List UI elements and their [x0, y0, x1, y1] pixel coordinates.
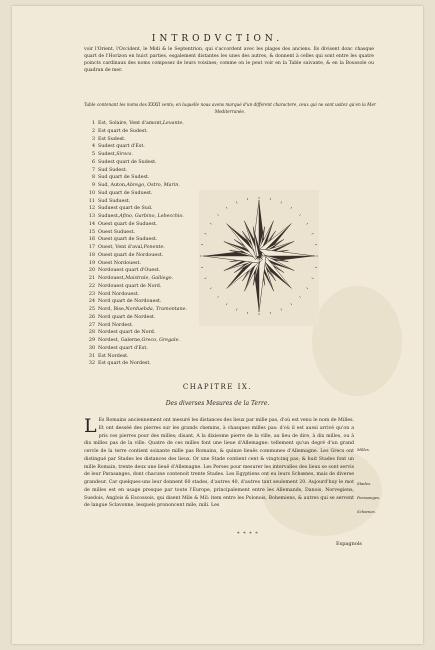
- wind-number: 7: [91, 167, 95, 173]
- wind-number: 12: [88, 206, 95, 212]
- wind-list-item: [82, 353, 232, 361]
- chapter-body-text: Es Romains anciennement ont mesuré les distances des lieux par mille pas, d'où est venu le nom de Milles. Et ont desséé des pierres sur les grands chemins, à chasques milles pas: d'où il est aussi arrivé qu'on a pris ces pierres pour des milles; disant, A la dixiesme pierre de la ville, au lieu de dire, à dix milles, ou à dix milles pas de la ville. Quatre de ces milles font une lieue d'Allemagne: tellement qu'un degré d'un grand cercle de la terre contient soixante mille pas Romains, & quinze lieuës communes d'Allemagne. Les Grecs ont distingué par Stades les distances des lieux. Or une Stade contient cent & vingtcinq pas; & huit Stades font un mille Romain, trente deux une lieuë d'Allemagne. Les Perses pour mesurer les intervalles des lieux se sont servis de leur Parasanges, dont chacune contenoit trente Stades. Les Egyptiens ont eu leurs Schœnes, mais de diverse grandeur. Car quelques-uns leur donnent 60 stades, d'autres 40, d'autres tant seulement 20. Aujourd'huy le mot de milles est en usage presque par toute l'Europe, principalement entre les Allemands, Danois, Norvegiens, Suedois, Anglois & Escossois, qui disent Mile & Mil: item entre les Polonois, Bohemiens, & autres qui se servent de langue Sclavonne, lesquels prononcent mile, mili. Les: [84, 418, 354, 509]
- wind-name: Sud quart de Suduest.: [98, 190, 153, 196]
- wind-number: 11: [88, 198, 95, 204]
- wind-list-item: [82, 151, 232, 159]
- wind-name: Est Nordest.: [98, 353, 129, 359]
- wind-mediterranean-name: Maistrale, Galliego.: [125, 276, 173, 281]
- wind-name: Nord Nordouest.: [98, 291, 140, 297]
- wind-mediterranean-name: Afino, Garbino, Lebecchio.: [119, 214, 184, 219]
- paper-stain: [312, 286, 402, 396]
- wind-number: 26: [88, 314, 95, 320]
- wind-name: Nord Nordest.: [98, 322, 134, 328]
- wind-name: Ouest quart de Nordouest.: [98, 252, 164, 258]
- wind-name: Ouest quart de Suduest.: [98, 237, 158, 243]
- wind-name: Sudest,: [98, 152, 117, 157]
- wind-number: 19: [88, 260, 95, 266]
- wind-number: 3: [91, 136, 95, 142]
- wind-number: 15: [88, 229, 95, 235]
- wind-list-item: [82, 337, 232, 345]
- wind-mediterranean-name: Norduebda, Tramontane.: [125, 307, 187, 312]
- wind-number: 18: [88, 252, 95, 258]
- wind-list-item: [82, 143, 232, 151]
- margin-note: Stades.: [357, 481, 372, 486]
- wind-table-title: Table contenant les noms des XXXII vents; en laquelle nous avons marqué d'un different charactere, ceux qui ne sont usitez qu'en la Mer Mediterranée.: [84, 102, 376, 114]
- wind-number: 2: [91, 128, 95, 134]
- wind-name: Ouest quart de Suduest.: [98, 221, 158, 227]
- wind-mediterranean-name: Ponente.: [143, 245, 165, 250]
- wind-name: Nord quart de Nordouest.: [98, 299, 162, 305]
- wind-number: 22: [88, 283, 95, 289]
- wind-number: 29: [88, 338, 95, 343]
- wind-list-item: [82, 167, 232, 175]
- wind-number: 1: [91, 121, 95, 126]
- wind-name: Est, Solaire, Vent d'amont,: [98, 121, 163, 126]
- wind-list-item: [82, 159, 232, 167]
- wind-list-item: [82, 360, 232, 368]
- margin-note: Parasanges.: [357, 495, 381, 500]
- compass-point: [259, 249, 315, 256]
- wind-list-item: [82, 120, 232, 128]
- wind-number: 10: [88, 190, 95, 196]
- drop-cap: L: [84, 415, 97, 437]
- wind-name: Nordest quart de Nord.: [98, 330, 156, 336]
- wind-list-item: [82, 128, 232, 136]
- wind-name: Sud Suduest.: [98, 198, 131, 204]
- wind-name: Est quart de Nordest.: [98, 361, 151, 367]
- wind-name: Est Sudest.: [98, 136, 126, 142]
- compass-point: [203, 256, 259, 263]
- wind-number: 17: [88, 245, 95, 250]
- wind-name: Est quart de Sudest.: [98, 128, 148, 134]
- catchword: Espagnols: [336, 541, 362, 547]
- wind-number: 30: [88, 345, 95, 351]
- wind-number: 25: [88, 307, 95, 312]
- chapter-subtitle: Des diverses Mesures de la Terre.: [165, 400, 270, 407]
- wind-number: 23: [88, 291, 95, 297]
- wind-name: Nordouest quart d'Ouest.: [98, 268, 161, 274]
- wind-number: 8: [91, 175, 95, 181]
- wind-number: 13: [88, 214, 95, 219]
- wind-name: Ouest, Vent d'aval,: [98, 245, 144, 250]
- wind-name: Sud quart de Sudest.: [98, 175, 150, 181]
- wind-number: 31: [88, 353, 95, 359]
- margin-note: Schœnes.: [357, 509, 376, 514]
- wind-number: 21: [88, 276, 95, 281]
- intro-paragraph: [84, 46, 374, 74]
- wind-number: 14: [88, 221, 95, 227]
- wind-name: Sud Sudest.: [98, 167, 128, 173]
- compass-point: [259, 256, 266, 312]
- wind-mediterranean-name: Levante.: [162, 121, 184, 126]
- wind-name: Ouest Nordouest.: [98, 260, 141, 266]
- wind-mediterranean-name: Abrego, Ostro, Marin.: [126, 183, 180, 188]
- wind-name: Suduest,: [98, 214, 120, 219]
- wind-list-item: [82, 329, 232, 337]
- wind-name: Nordouest quart de Nord.: [98, 283, 162, 289]
- wind-list-item: [82, 174, 232, 182]
- compass-rose-figure: [199, 190, 319, 326]
- wind-number: 27: [88, 322, 95, 328]
- compass-rose-icon: [199, 190, 319, 326]
- wind-list-item: [82, 136, 232, 144]
- wind-number: 5: [91, 152, 95, 157]
- wind-list-item: [82, 345, 232, 353]
- wind-name: Nordest quart d'Est.: [98, 345, 148, 351]
- wind-number: 28: [88, 330, 95, 336]
- wind-number: 24: [88, 299, 95, 305]
- wind-name: Ouest Suduest.: [98, 229, 136, 235]
- wind-name: Sudest quart d'Est.: [98, 144, 145, 150]
- wind-name: Nord quart de Nordest.: [98, 314, 156, 320]
- wind-name: Nordouest,: [98, 276, 126, 281]
- signature-mark: * * * *: [237, 531, 259, 537]
- wind-number: 32: [88, 361, 95, 367]
- wind-name: Nord, Bise,: [98, 307, 126, 312]
- wind-mediterranean-name: Greco, Gregale.: [141, 338, 180, 343]
- wind-name: Sud, Auton,: [98, 183, 127, 188]
- wind-name: Sudest quart de Sudest.: [98, 159, 157, 165]
- margin-note: Milles.: [357, 447, 370, 452]
- wind-list-item: [82, 182, 232, 190]
- chapter-title: CHAPITRE IX.: [182, 383, 253, 391]
- intro-text: voir l'Orient, l'Occident, le Midi & le Septentrion, qui s'accordent avec les plages des anciens. Ils divisent donc chasque quart de l'Horizon en huict parties, esgalement distantes les unes des autres, & donnent à celles qui sont entre les quatre poincts cardinaux des noms composez de leurs voisines; comme on le peut voir en la Table suivante, & en la Boussole ou quadran de mer.: [84, 47, 374, 73]
- wind-number: 16: [88, 237, 95, 243]
- running-head: INTRODVCTION.: [151, 34, 284, 44]
- wind-number: 4: [91, 144, 95, 150]
- chapter-body: [84, 417, 354, 510]
- wind-name: Nordest, Galerne,: [98, 338, 142, 343]
- wind-number: 9: [91, 183, 95, 188]
- wind-name: Suduest quart de Sud.: [98, 206, 153, 212]
- wind-number: 20: [88, 268, 95, 274]
- margin-notes: [357, 444, 387, 520]
- wind-mediterranean-name: Sirocs.: [116, 152, 133, 157]
- wind-number: 6: [91, 159, 95, 165]
